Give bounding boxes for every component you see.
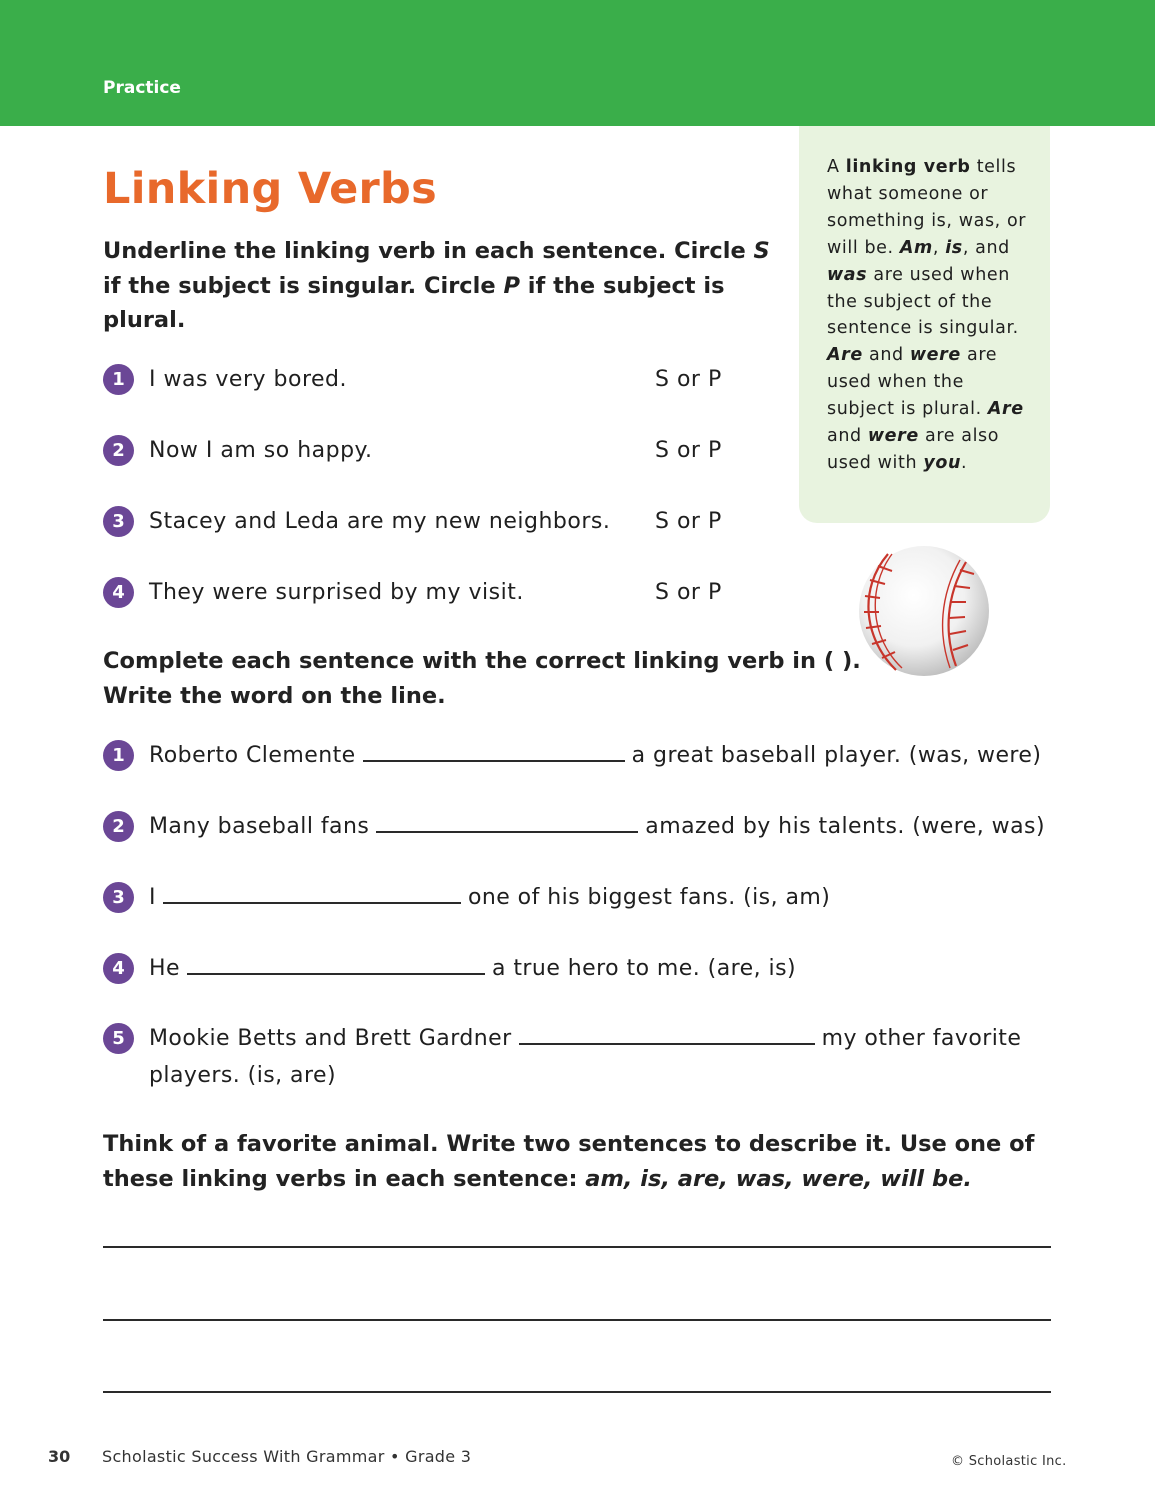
item-sentence: I was very bored. [149,367,348,392]
book-title: Scholastic Success With Grammar • Grade 3 [102,1447,472,1466]
writing-line[interactable] [103,1319,1051,1321]
item-number-badge: 3 [103,506,134,537]
item-number-badge: 5 [103,1023,134,1054]
item-number-badge: 1 [103,364,134,395]
answer-blank[interactable] [363,740,625,762]
section-label: Practice [103,78,181,98]
s-or-p-choice[interactable]: S or P [655,509,722,534]
answer-blank[interactable] [376,811,638,833]
item-number-badge: 3 [103,882,134,913]
item-number-badge: 2 [103,811,134,842]
fill-sentence: Mookie Betts and Brett Gardner my other favorite [149,1021,1054,1057]
part1-instructions: Underline the linking verb in each sentence. Circle S if the subject is singular. Circle P if the subject is plural. [103,238,770,333]
answer-blank[interactable] [187,953,485,975]
fill-sentence: He a true hero to me. (are, is) [149,951,1054,987]
item-number-badge: 4 [103,577,134,608]
fill-sentence: Many baseball fans amazed by his talents. (were, was) [149,809,1054,845]
copyright: © Scholastic Inc. [951,1454,1067,1469]
s-or-p-choice[interactable]: S or P [655,367,722,392]
part2-instructions: Complete each sentence with the correct linking verb in ( ). Write the word on the line. [103,648,861,709]
definition-box [799,126,1050,523]
page-title: Linking Verbs [103,164,438,214]
page-number: 30 [48,1447,71,1466]
item-sentence: They were surprised by my visit. [149,580,524,605]
item-number-badge: 2 [103,435,134,466]
baseball-icon [856,544,992,678]
fill-sentence-continuation: players. (is, are) [149,1063,337,1088]
answer-blank[interactable] [163,882,461,904]
item-sentence: Stacey and Leda are my new neighbors. [149,509,611,534]
fill-sentence: Roberto Clemente a great baseball player. (was, were) [149,738,1054,774]
item-number-badge: 1 [103,740,134,771]
s-or-p-choice[interactable]: S or P [655,580,722,605]
writing-line[interactable] [103,1246,1051,1248]
header-banner [0,0,1155,126]
item-number-badge: 4 [103,953,134,984]
part3-instructions: Think of a favorite animal. Write two sentences to describe it. Use one of these linking verbs in each sentence: am, is, are, was, were, will be. [103,1131,1035,1192]
answer-blank[interactable] [519,1023,815,1045]
fill-sentence: I one of his biggest fans. (is, am) [149,880,1054,916]
s-or-p-choice[interactable]: S or P [655,438,722,463]
writing-line[interactable] [103,1391,1051,1393]
item-sentence: Now I am so happy. [149,438,373,463]
definition-text: A linking verb tells what someone or something is, was, or will be. Am, is, and was are used when the subject of the sentence is singular. Are and were are used when the subject is plural. Are and were are also used with you. [827,157,1027,473]
